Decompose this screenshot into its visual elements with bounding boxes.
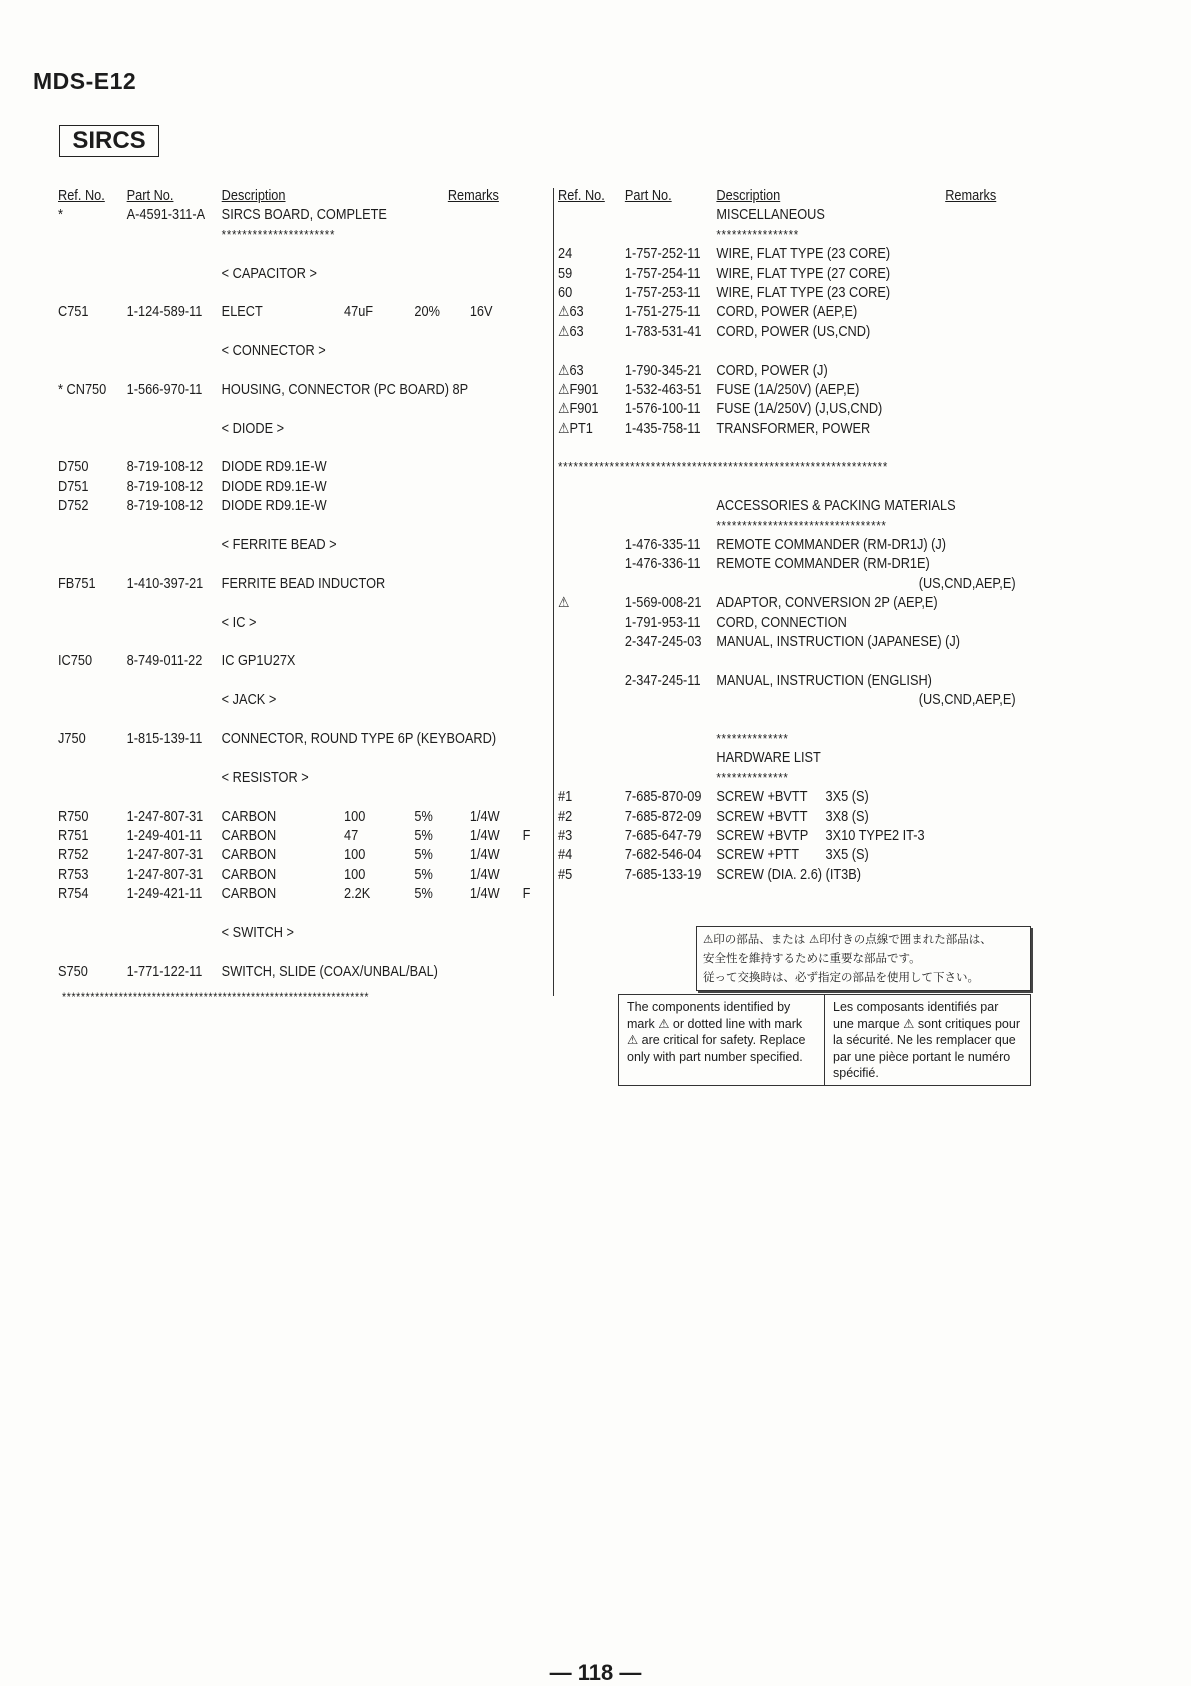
part-rating: 1/4W (469, 866, 500, 883)
parts-row (58, 828, 551, 847)
ref-number: ⚠63 (558, 362, 584, 379)
page-number: — 118 — (549, 1660, 642, 1685)
stars-rule: ************** (716, 730, 789, 746)
parts-row (558, 266, 1024, 285)
part-description: DIODE RD9.1E-W (221, 498, 327, 515)
stars-underline (558, 731, 1024, 750)
ref-number: #3 (558, 827, 573, 844)
blank-row (558, 712, 1024, 731)
part-description: SCREW +PTT (716, 847, 799, 864)
blank-row (58, 905, 551, 924)
part-number: 1-576-100-11 (624, 401, 701, 418)
part-description: WIRE, FLAT TYPE (23 CORE) (716, 284, 891, 301)
header-ref-no: Ref. No. (58, 188, 105, 204)
ref-number: R754 (58, 886, 89, 903)
part-description: CARBON (221, 847, 277, 864)
ref-number: * (58, 207, 63, 224)
stars-underline (558, 227, 1024, 246)
jp-notice-line: ⚠印の部品、または ⚠印付きの点線で囲まれた部品は、 (703, 932, 992, 946)
part-number: 1-247-807-31 (126, 808, 204, 825)
parts-row (558, 246, 1024, 265)
part-number: 8-719-108-12 (126, 498, 204, 515)
ref-number: C751 (58, 304, 89, 321)
header-ref-no: Ref. No. (558, 188, 605, 204)
safety-notice-english: The components identified by mark ⚠ or dotted line with mark ⚠ are critical for safety. Replace only with part number specified. (627, 1000, 806, 1064)
blank-row (58, 634, 551, 653)
part-tolerance: 5% (414, 886, 433, 903)
parts-row (58, 576, 551, 595)
column-header-row (58, 188, 551, 207)
category-heading (58, 421, 551, 440)
ref-number: IC750 (58, 653, 93, 670)
part-tolerance: 5% (414, 808, 433, 825)
continuation-row (558, 576, 1024, 595)
ref-number: R751 (58, 827, 89, 844)
ref-number: R752 (58, 847, 89, 864)
category-label: HARDWARE LIST (716, 750, 821, 767)
part-description: TRANSFORMER, POWER (716, 420, 871, 437)
stars-rule: ********************************* (716, 517, 887, 533)
stars-underline (58, 227, 551, 246)
parts-row (558, 847, 1024, 866)
category-heading (58, 925, 551, 944)
blank-row (58, 750, 551, 769)
category-label: ACCESSORIES & PACKING MATERIALS (716, 498, 956, 515)
part-value: 100 (344, 866, 366, 883)
category-label: < FERRITE BEAD > (221, 537, 337, 554)
part-description: CARBON (221, 827, 277, 844)
parts-row (58, 964, 551, 983)
part-number: 1-249-401-11 (126, 827, 203, 844)
part-number: 1-751-275-11 (624, 304, 701, 321)
part-description: SCREW +BVTT (716, 808, 808, 825)
part-number: 2-347-245-03 (624, 633, 702, 650)
ref-number: FB751 (58, 575, 96, 592)
part-description: FUSE (1A/250V) (J,US,CND) (716, 401, 883, 418)
blank-row (558, 653, 1024, 672)
parts-row (58, 207, 551, 226)
part-number: 1-532-463-51 (624, 381, 702, 398)
part-rating: 1/4W (469, 886, 500, 903)
header-part-no: Part No. (126, 188, 174, 204)
part-value: 100 (344, 808, 366, 825)
parts-row (558, 304, 1024, 323)
ref-number: ⚠F901 (558, 381, 599, 398)
ref-number: * CN750 (58, 381, 107, 398)
part-number: 7-685-647-79 (624, 827, 702, 844)
part-number: 7-685-872-09 (624, 808, 702, 825)
parts-row (58, 498, 551, 517)
ref-number: 60 (558, 284, 573, 301)
part-description: ADAPTOR, CONVERSION 2P (AEP,E) (716, 595, 938, 612)
part-tolerance: 5% (414, 847, 433, 864)
safety-notice-table (618, 994, 1031, 1086)
part-value: 3X10 TYPE2 IT-3 (825, 827, 925, 844)
part-rating: 1/4W (469, 808, 500, 825)
part-value: 3X5 (S) (825, 789, 869, 806)
part-number: 1-790-345-21 (624, 362, 702, 379)
part-value: 100 (344, 847, 366, 864)
category-label: < DIODE > (221, 420, 285, 437)
ref-number: J750 (58, 730, 86, 747)
parts-row (558, 867, 1024, 886)
blank-row (558, 343, 1024, 362)
part-description: WIRE, FLAT TYPE (27 CORE) (716, 265, 891, 282)
blank-row (58, 285, 551, 304)
parts-row (558, 634, 1024, 653)
parts-row (558, 556, 1024, 575)
parts-row (58, 886, 551, 905)
parts-row (558, 421, 1024, 440)
part-number: 1-249-421-11 (126, 886, 203, 903)
blank-row (558, 440, 1024, 459)
part-number: 7-685-133-19 (624, 866, 702, 883)
part-description: CORD, POWER (US,CND) (716, 323, 871, 340)
header-description: Description (716, 188, 781, 204)
stars-rule: **************** (716, 226, 799, 242)
ref-number: #5 (558, 866, 573, 883)
part-description: ELECT (221, 304, 263, 321)
parts-row (558, 537, 1024, 556)
blank-row (58, 401, 551, 420)
parts-row (58, 653, 551, 672)
parts-row (558, 285, 1024, 304)
part-number: 1-757-252-11 (624, 246, 701, 263)
part-rating: 1/4W (469, 847, 500, 864)
part-number: 1-435-758-11 (624, 420, 701, 437)
section-separator (558, 459, 1024, 478)
part-description: SIRCS BOARD, COMPLETE (221, 207, 387, 224)
parts-list-left (58, 188, 551, 983)
part-number: 1-783-531-41 (624, 323, 702, 340)
part-rating: 1/4W (469, 827, 500, 844)
category-label: < RESISTOR > (221, 769, 309, 786)
part-value: 2.2K (344, 886, 371, 903)
part-description: FERRITE BEAD INDUCTOR (221, 575, 386, 592)
blank-row (58, 440, 551, 459)
part-value: 3X8 (S) (825, 808, 869, 825)
blank-row (58, 789, 551, 808)
ref-number: R750 (58, 808, 89, 825)
ref-number: 59 (558, 265, 573, 282)
part-description: DIODE RD9.1E-W (221, 478, 327, 495)
part-value: 3X5 (S) (825, 847, 869, 864)
category-heading (58, 537, 551, 556)
part-number: 1-771-122-11 (126, 963, 203, 980)
ref-number: #1 (558, 789, 573, 806)
part-number: 1-569-008-21 (624, 595, 702, 612)
part-description: CORD, CONNECTION (716, 614, 847, 631)
parts-row (58, 459, 551, 478)
part-description: CONNECTOR, ROUND TYPE 6P (KEYBOARD) (221, 730, 497, 747)
part-remark: F (522, 886, 531, 903)
category-heading (58, 266, 551, 285)
part-number: 1-566-970-11 (126, 381, 203, 398)
ref-number: ⚠ (558, 595, 570, 612)
japanese-safety-notice (696, 926, 1031, 991)
part-number: 1-476-335-11 (624, 537, 701, 554)
parts-row (558, 382, 1024, 401)
parts-list-right (558, 188, 1024, 886)
part-description: SCREW +BVTT (716, 789, 808, 806)
part-number: 8-719-108-12 (126, 459, 204, 476)
part-number: 1-410-397-21 (126, 575, 204, 592)
category-heading (58, 692, 551, 711)
parts-row (58, 304, 551, 323)
category-heading (558, 498, 1024, 517)
stars-underline (558, 518, 1024, 537)
footer-stars: ***************************************************************** (62, 990, 370, 1004)
part-description: DIODE RD9.1E-W (221, 459, 327, 476)
jp-notice-line: 安全性を維持するために重要な部品です。 (703, 951, 921, 965)
column-header-row (558, 188, 1024, 207)
part-description: FUSE (1A/250V) (AEP,E) (716, 381, 860, 398)
category-label: < CONNECTOR > (221, 343, 326, 360)
category-label: MISCELLANEOUS (716, 207, 825, 224)
column-divider (553, 188, 554, 996)
category-label: < IC > (221, 614, 257, 631)
part-number: 1-791-953-11 (624, 614, 701, 631)
parts-row (558, 828, 1024, 847)
part-description: CORD, POWER (J) (716, 362, 828, 379)
category-heading (558, 750, 1024, 769)
ref-number: ⚠63 (558, 323, 584, 340)
safety-notice-french: Les composants identifiés par une marque ⚠ sont critiques pour la sécurité. Ne les remplacer que par une pièce portant le numéro spécifié. (824, 995, 1030, 1085)
part-rating: 16V (469, 304, 493, 321)
part-number: 7-685-870-09 (624, 789, 702, 806)
part-number: 8-719-108-12 (126, 478, 204, 495)
blank-row (58, 556, 551, 575)
blank-row (58, 324, 551, 343)
part-value: 47uF (344, 304, 374, 321)
part-number: 2-347-245-11 (624, 672, 701, 689)
part-number: 1-815-139-11 (126, 730, 203, 747)
parts-row (558, 324, 1024, 343)
part-tolerance: 5% (414, 866, 433, 883)
part-number: 1-247-807-31 (126, 847, 204, 864)
category-heading (558, 207, 1024, 226)
part-description: IC GP1U27X (221, 653, 296, 670)
header-part-no: Part No. (624, 188, 672, 204)
part-description: CARBON (221, 808, 277, 825)
parts-row (558, 809, 1024, 828)
parts-row (558, 615, 1024, 634)
part-number: 8-749-011-22 (126, 653, 203, 670)
ref-number: ⚠F901 (558, 401, 599, 418)
blank-row (558, 479, 1024, 498)
part-description: MANUAL, INSTRUCTION (ENGLISH) (716, 672, 932, 689)
category-heading (58, 343, 551, 362)
ref-number: D752 (58, 498, 89, 515)
ref-number: D751 (58, 478, 89, 495)
blank-row (58, 518, 551, 537)
part-description: REMOTE COMMANDER (RM-DR1J) (J) (716, 537, 947, 554)
ref-number: 24 (558, 246, 573, 263)
stars-rule: ************** (716, 769, 789, 785)
parts-row (58, 809, 551, 828)
category-heading (58, 770, 551, 789)
stars-rule: ********************** (221, 226, 336, 242)
part-description: SWITCH, SLIDE (COAX/UNBAL/BAL) (221, 963, 438, 980)
ref-number: ⚠63 (558, 304, 584, 321)
blank-row (58, 673, 551, 692)
part-description: MANUAL, INSTRUCTION (JAPANESE) (J) (716, 633, 961, 650)
part-number: 1-124-589-11 (126, 304, 203, 321)
part-description: SCREW (DIA. 2.6) (IT3B) (716, 866, 862, 883)
section-title-box: SIRCS (59, 125, 159, 157)
model-title: MDS-E12 (33, 68, 137, 94)
header-remarks: Remarks (447, 188, 499, 204)
parts-row (58, 867, 551, 886)
continuation-row (558, 692, 1024, 711)
category-label: < JACK > (221, 692, 277, 709)
ref-number: #4 (558, 847, 573, 864)
ref-number: #2 (558, 808, 573, 825)
part-tolerance: 20% (414, 304, 440, 321)
parts-row (558, 673, 1024, 692)
part-description: CORD, POWER (AEP,E) (716, 304, 858, 321)
parts-row (558, 363, 1024, 382)
part-number: 7-682-546-04 (624, 847, 702, 864)
parts-row (58, 382, 551, 401)
part-description: HOUSING, CONNECTOR (PC BOARD) 8P (221, 381, 469, 398)
part-value: 47 (344, 827, 359, 844)
part-description: CARBON (221, 886, 277, 903)
blank-row (58, 944, 551, 963)
part-number: A-4591-311-A (126, 207, 206, 224)
part-description: REMOTE COMMANDER (RM-DR1E) (716, 556, 930, 573)
continuation-text: (US,CND,AEP,E) (918, 692, 1016, 709)
part-description: CARBON (221, 866, 277, 883)
ref-number: ⚠PT1 (558, 420, 593, 437)
parts-row (558, 595, 1024, 614)
header-remarks: Remarks (945, 188, 997, 204)
part-number: 1-476-336-11 (624, 556, 701, 573)
part-remark: F (522, 827, 531, 844)
category-label: < CAPACITOR > (221, 265, 317, 282)
blank-row (58, 712, 551, 731)
part-tolerance: 5% (414, 827, 433, 844)
blank-row (58, 363, 551, 382)
parts-row (58, 479, 551, 498)
category-heading (58, 615, 551, 634)
parts-row (558, 401, 1024, 420)
ref-number: D750 (58, 459, 89, 476)
header-description: Description (221, 188, 286, 204)
jp-notice-line: 従って交換時は、必ず指定の部品を使用して下さい。 (703, 970, 979, 984)
part-number: 1-757-253-11 (624, 284, 701, 301)
continuation-text: (US,CND,AEP,E) (918, 575, 1016, 592)
ref-number: S750 (58, 963, 88, 980)
stars-underline (558, 770, 1024, 789)
part-description: WIRE, FLAT TYPE (23 CORE) (716, 246, 891, 263)
blank-row (58, 595, 551, 614)
separator-stars: **************************************************************** (558, 459, 888, 475)
part-description: SCREW +BVTP (716, 827, 809, 844)
parts-row (558, 789, 1024, 808)
part-number: 1-247-807-31 (126, 866, 204, 883)
part-number: 1-757-254-11 (624, 265, 701, 282)
parts-row (58, 731, 551, 750)
blank-row (58, 246, 551, 265)
category-label: < SWITCH > (221, 924, 295, 941)
parts-row (58, 847, 551, 866)
ref-number: R753 (58, 866, 89, 883)
